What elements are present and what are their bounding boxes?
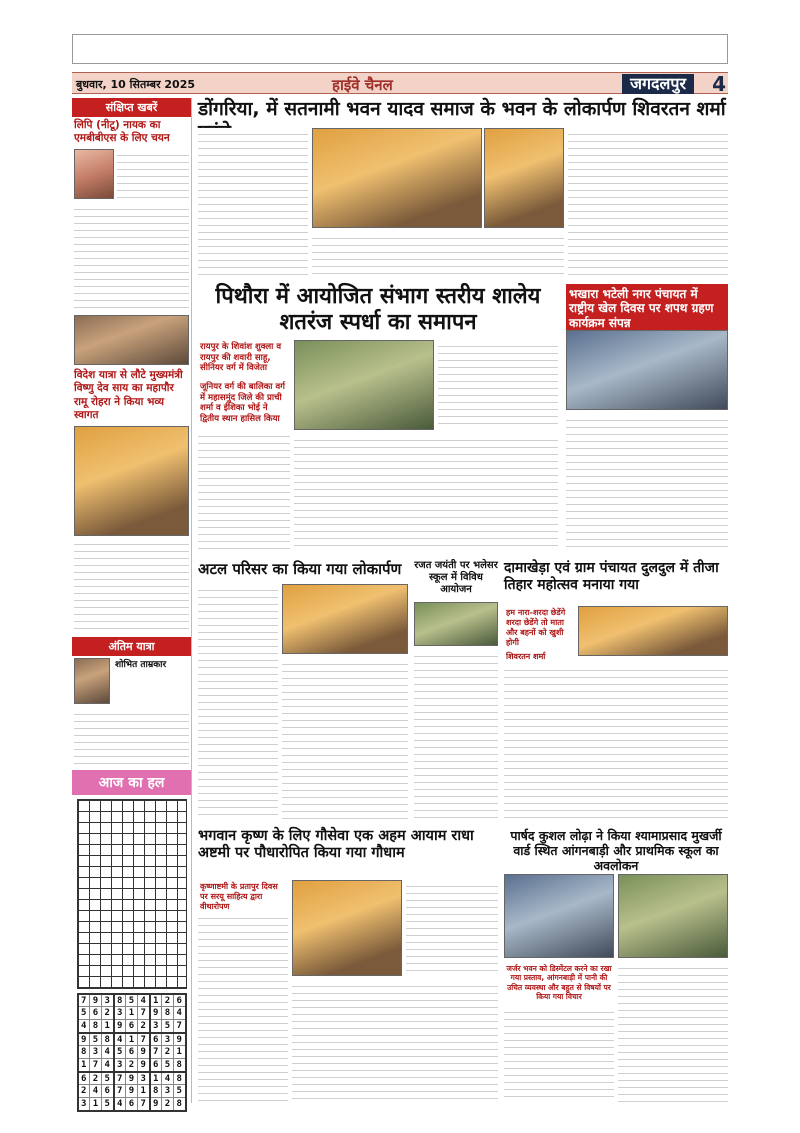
sudoku-cell: 7 — [114, 1085, 126, 1098]
anganwadi-headline: पार्षद कुशल लोढ़ा ने किया श्यामाप्रसाद मुखर्जी वार्ड स्थित आंगनबाड़ी और प्राथमिक स्कूल का अवलोकन — [510, 828, 722, 873]
sudoku-cell: 2 — [162, 1046, 174, 1059]
damakheda-subhead: हम नारा-शरदा छेडेंगे शरदा छेडेंगे तो माता और बहनों को खुशी होगी — [506, 608, 566, 647]
sudoku-cell: 9 — [138, 1059, 150, 1072]
sudoku-cell: 6 — [174, 994, 186, 1007]
sudoku-cell: 7 — [150, 1046, 162, 1059]
chess-photo — [294, 340, 434, 430]
sudoku-cell: 3 — [138, 1072, 150, 1085]
sudoku-cell: 7 — [138, 1098, 150, 1111]
sudoku-cell: 8 — [114, 994, 126, 1007]
paper-name: हाईवे चैनल — [332, 76, 393, 94]
sudoku-cell: 8 — [162, 1007, 174, 1020]
rajat-body — [414, 650, 498, 820]
rajat-headline: रजत जयंती पर भलेसर स्कूल में विविध आयोजन — [414, 560, 498, 595]
damakheda-headline: दामाखेड़ा एवं ग्राम पंचायत दुलदुल में तीजा तिहार महोत्सव मनाया गया — [504, 560, 719, 593]
sudoku-cell: 3 — [162, 1085, 174, 1098]
sudoku-cell: 6 — [90, 1007, 102, 1020]
brief1-body — [74, 203, 189, 313]
sudoku-cell: 7 — [90, 1059, 102, 1072]
chess-subhead-2: जूनियर वर्ग की बालिका वर्ग में महासमुंद जिले की प्राची शर्मा व ईशिका भोई ने द्वितीय स्थान हासिल किया — [200, 381, 285, 424]
sudoku-cell: 4 — [114, 1098, 126, 1111]
page-masthead — [72, 72, 728, 94]
sudoku-cell: 5 — [114, 1046, 126, 1059]
gaushala-body-col3 — [406, 880, 498, 976]
sudoku-cell: 6 — [126, 1046, 138, 1059]
atal-body-col1 — [198, 584, 278, 820]
sudoku-cell: 1 — [174, 1046, 186, 1059]
sudoku-row — [78, 994, 186, 1007]
sudoku-cell: 5 — [162, 1020, 174, 1033]
brief2-photo — [74, 315, 189, 365]
sudoku-cell: 6 — [126, 1020, 138, 1033]
lead-headline: डोंगरिया, में सतनामी भवन यादव समाज के भवन के लोकार्पण शिवरतन शर्मा — [198, 98, 726, 120]
anganwadi-body-col1 — [504, 1006, 614, 1102]
chess-subhead-1: रायपुर के शिवांश शुक्ला व रायपुर की शवारी साहू, सीनियर वर्ग में विजेता — [200, 342, 282, 374]
lead-body-col3 — [568, 128, 728, 278]
sudoku-cell: 3 — [114, 1007, 126, 1020]
sudoku-cell: 4 — [102, 1046, 114, 1059]
damakheda-byline: शिवरतन शर्मा — [506, 652, 546, 661]
sudoku-cell: 9 — [150, 1098, 162, 1111]
obituary-body — [74, 708, 189, 768]
anganwadi-body-col2 — [618, 962, 728, 1102]
sudoku-row — [78, 1085, 186, 1098]
sudoku-cell: 7 — [138, 1007, 150, 1020]
sudoku-cell: 3 — [78, 1098, 90, 1111]
cm-welcome-photo — [74, 426, 189, 536]
gaushala-headline: भगवान कृष्ण के लिए गौसेवा एक अहम आयाम राधा अष्टमी पर पौधारोपित किया गया गौधाम — [198, 828, 474, 862]
sudoku-cell: 2 — [90, 1072, 102, 1085]
sudoku-cell: 2 — [102, 1007, 114, 1020]
atal-photo — [282, 584, 408, 654]
sudoku-cell: 1 — [126, 1007, 138, 1020]
sudoku-row — [78, 1033, 186, 1046]
chess-body-col1 — [198, 430, 290, 552]
gaushala-subhead: कृष्णाष्टमी के प्रतापुर दिवस पर सरयू साहित्य द्वारा वीथारोपण — [200, 882, 278, 911]
brief1-photo — [74, 149, 114, 199]
sudoku-cell: 8 — [174, 1098, 186, 1111]
obituary-heading: अंतिम यात्रा — [72, 637, 191, 656]
sudoku-cell: 7 — [78, 994, 90, 1007]
sudoku-cell: 6 — [78, 1072, 90, 1085]
obituary-photo — [74, 658, 110, 704]
sudoku-cell: 2 — [162, 1098, 174, 1111]
edition-city: जगदलपुर — [622, 74, 694, 94]
sudoku-cell: 5 — [90, 1033, 102, 1046]
gaushala-photo — [292, 880, 402, 976]
sudoku-cell: 6 — [150, 1033, 162, 1046]
sudoku-cell: 7 — [138, 1033, 150, 1046]
sudoku-cell: 8 — [174, 1059, 186, 1072]
sudoku-cell: 2 — [78, 1085, 90, 1098]
sudoku-cell: 5 — [102, 1098, 114, 1111]
anganwadi-caption: जर्जर भवन को डिस्मेंटल करने का रखा गया प्रस्ताव, आंगनबाड़ी में पानी की उचित व्यवस्था और बहुत से विषयों पर किया गया विचार — [506, 964, 612, 1002]
sudoku-cell: 9 — [150, 1007, 162, 1020]
gaushala-body-col1 — [198, 912, 288, 1102]
sudoku-cell: 6 — [102, 1085, 114, 1098]
chess-results — [438, 340, 558, 430]
obituary-name: शोभित ताम्रकार — [115, 659, 167, 670]
khel-body — [566, 414, 728, 552]
lead-body-col1 — [198, 128, 308, 278]
chess-headline: पिथौरा में आयोजित संभाग स्तरीय शालेय शतरंज स्पर्धा का समापन — [215, 284, 541, 336]
sudoku-cell: 4 — [114, 1033, 126, 1046]
brief2-body — [74, 538, 189, 633]
sudoku-cell: 2 — [162, 994, 174, 1007]
sudoku-cell: 1 — [138, 1085, 150, 1098]
sudoku-cell: 2 — [126, 1059, 138, 1072]
sudoku-cell: 7 — [114, 1072, 126, 1085]
sudoku-cell: 8 — [90, 1020, 102, 1033]
sudoku-cell: 4 — [174, 1007, 186, 1020]
sudoku-cell: 5 — [174, 1085, 186, 1098]
sudoku-row — [78, 1007, 186, 1020]
rajat-photo — [414, 602, 498, 646]
brief1-text — [117, 149, 189, 199]
sudoku-cell: 5 — [102, 1072, 114, 1085]
sudoku-row — [78, 1098, 186, 1111]
sudoku-cell: 8 — [174, 1072, 186, 1085]
sudoku-row — [78, 1020, 186, 1033]
sudoku-cell: 1 — [102, 1020, 114, 1033]
sudoku-cell: 9 — [126, 1085, 138, 1098]
issue-date: बुधवार, 10 सितम्बर 2025 — [76, 78, 196, 91]
sudoku-cell: 1 — [78, 1059, 90, 1072]
brief2-title: विदेश यात्रा से लौटे मुख्यमंत्री विष्णु देव साय का महापौर रामू रोहरा ने किया भव्य स्वागत — [74, 369, 183, 421]
sudoku-cell: 5 — [162, 1059, 174, 1072]
page-number: 4 — [712, 72, 726, 96]
atal-body-col2 — [282, 658, 408, 820]
sudoku-cell: 4 — [162, 1072, 174, 1085]
sudoku-cell: 4 — [138, 994, 150, 1007]
sudoku-cell: 9 — [114, 1020, 126, 1033]
sudoku-cell: 4 — [102, 1059, 114, 1072]
khel-headline: भखारा भटेली नगर पंचायत में राष्ट्रीय खेल दिवस पर शपथ ग्रहण कार्यक्रम संपन्न — [566, 284, 728, 333]
sudoku-cell: 9 — [126, 1072, 138, 1085]
sudoku-cell: 2 — [138, 1020, 150, 1033]
sudoku-row — [78, 1059, 186, 1072]
sudoku-cell: 3 — [102, 994, 114, 1007]
sudoku-cell: 1 — [150, 994, 162, 1007]
sudoku-cell: 7 — [174, 1020, 186, 1033]
sudoku-cell: 3 — [114, 1059, 126, 1072]
atal-headline: अटल परिसर का किया गया लोकार्पण — [198, 560, 402, 578]
chess-body-col2 — [294, 434, 558, 552]
lead-photo-2 — [484, 128, 564, 228]
anganwadi-photo-1 — [504, 874, 614, 958]
brief1-title: लिपि (नीटू) नायक का एमबीबीएस के लिए चयन — [74, 119, 170, 145]
sudoku-cell: 3 — [162, 1033, 174, 1046]
sudoku-solution-grid — [77, 993, 187, 1112]
sudoku-cell: 4 — [78, 1020, 90, 1033]
anganwadi-photo-2 — [618, 874, 728, 958]
sudoku-cell: 3 — [150, 1020, 162, 1033]
sudoku-cell: 6 — [126, 1098, 138, 1111]
sudoku-cell: 8 — [150, 1085, 162, 1098]
sudoku-cell: 5 — [126, 994, 138, 1007]
sudoku-cell: 8 — [78, 1046, 90, 1059]
sudoku-cell: 9 — [174, 1033, 186, 1046]
sudoku-cell: 1 — [90, 1098, 102, 1111]
sudoku-cell: 4 — [90, 1085, 102, 1098]
puzzle-solution-heading: आज का हल — [72, 770, 191, 795]
sudoku-cell: 6 — [150, 1059, 162, 1072]
sudoku-cell: 1 — [150, 1072, 162, 1085]
sudoku-cell: 9 — [138, 1046, 150, 1059]
sudoku-cell: 3 — [90, 1046, 102, 1059]
top-advertisement-box — [72, 34, 728, 64]
sudoku-row — [78, 1046, 186, 1059]
sudoku-cell: 5 — [78, 1007, 90, 1020]
damakheda-subhead-box — [504, 606, 574, 664]
lead-photo-1 — [312, 128, 482, 228]
crossword-solution-grid — [77, 799, 187, 989]
sudoku-cell: 9 — [90, 994, 102, 1007]
left-sidebar — [72, 98, 192, 1109]
sudoku-cell: 1 — [126, 1033, 138, 1046]
sudoku-row — [78, 1072, 186, 1085]
lead-body-col2 — [312, 232, 564, 278]
gaushala-body-col2 — [292, 980, 498, 1102]
khel-photo — [566, 330, 728, 410]
damakheda-body — [504, 664, 728, 820]
brief-news-heading: संक्षिप्त खबरें — [72, 98, 191, 117]
sudoku-cell: 8 — [102, 1033, 114, 1046]
sudoku-cell: 9 — [78, 1033, 90, 1046]
chess-subheads — [198, 340, 290, 426]
damakheda-photo — [578, 606, 728, 656]
